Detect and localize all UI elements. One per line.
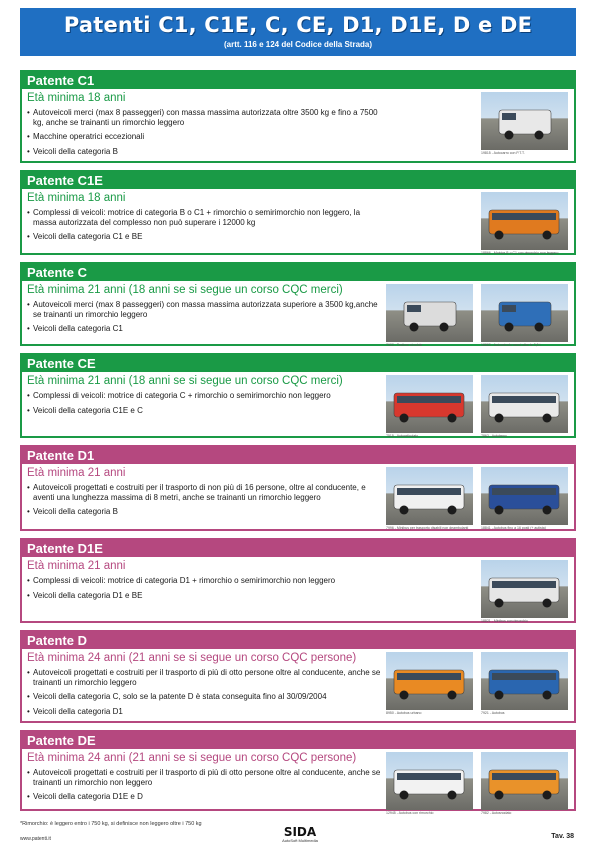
vehicle-photos	[386, 467, 568, 531]
section-d1e	[20, 538, 576, 623]
city-bus-image	[386, 652, 473, 710]
vehicle-list	[27, 300, 382, 334]
vehicle-silhouette	[481, 752, 568, 810]
minibus-trailer-image	[481, 560, 568, 618]
section-d1	[20, 445, 576, 531]
list-item	[27, 668, 382, 687]
list-item	[27, 208, 382, 227]
section-body	[22, 89, 574, 156]
logo-brand: SIDA	[283, 825, 317, 839]
list-item-text: Complessi di veicoli: motrice di categoria B o C1 + rimorchio o semirimorchio non leggero, la massa autorizzata del complesso non può superare i 12000 kg	[33, 208, 361, 227]
photo-caption: 7922 - Trattore stradale	[386, 343, 423, 347]
minimum-age: Età minima 21 anni	[27, 467, 126, 479]
section-title: Patente D1	[22, 447, 574, 464]
photo-caption: 18841 - Autobus fino a 16 posti (+ autista)	[481, 526, 546, 530]
minimum-age: Età minima 21 anni (18 anni se si segue un corso CQC merci)	[27, 375, 343, 387]
vehicle-silhouette	[481, 284, 568, 342]
list-item	[27, 576, 382, 586]
page-title: Patenti C1, C1E, C, CE, D1, D1E, D e DE	[63, 13, 533, 37]
minimum-age: Età minima 24 anni (21 anni se si segue un corso CQC persone)	[27, 652, 357, 664]
photo-caption: 18883 - Autoveicolo merci oltre le 3,5 t	[481, 343, 541, 347]
vehicle-list	[27, 576, 382, 600]
vehicle-silhouette	[386, 375, 473, 433]
vehicle-silhouette	[481, 92, 568, 150]
vehicle-photo	[386, 752, 473, 816]
footer-url: www.patenti.it	[20, 836, 51, 842]
list-item-text: Autoveicoli progettati e costruiti per il trasporto di più di otto persone oltre al conducente, anche se trainanti un rimorchio non leggero	[33, 768, 381, 787]
list-item-text: Complessi di veicoli: motrice di categoria C + rimorchio o semirimorchio non leggero	[33, 391, 331, 400]
vehicle-list	[27, 208, 382, 242]
vehicle-photo	[481, 284, 568, 348]
list-item-text: Autoveicoli progettati e costruiti per il trasporto di non più di 16 persone, oltre al conducente, e aventi una lunghezza massima di 8 metri, anche se trainanti un rimorchio leggero	[33, 483, 366, 502]
vehicle-photo	[481, 192, 568, 256]
photo-caption: 12945 - Autobus con rimorchio	[386, 811, 434, 815]
bus-trailer-image	[386, 752, 473, 810]
list-item	[27, 324, 382, 334]
section-body	[22, 749, 574, 815]
list-item-text: Autoveicoli merci (max 8 passeggeri) con massa massima autorizzata superiore a 3500 kg,anche se trainanti un rimorchio leggero	[33, 300, 378, 319]
vehicle-silhouette	[481, 467, 568, 525]
vehicle-photo	[481, 92, 568, 156]
page-header	[20, 8, 576, 56]
vehicle-silhouette	[481, 375, 568, 433]
section-body	[22, 372, 574, 438]
section-title: Patente CE	[22, 355, 574, 372]
photo-caption: 7996 - Minibus per trasporto disabili non deambulanti	[386, 526, 469, 530]
vehicle-photo	[386, 467, 473, 531]
vehicle-silhouette	[386, 467, 473, 525]
vehicle-photos	[386, 652, 568, 716]
list-item-text: Veicoli della categoria C1E e C	[33, 405, 143, 415]
section-title: Patente D	[22, 632, 574, 649]
photo-caption: 8950 - Autobus urbano	[386, 711, 422, 715]
vehicle-list	[27, 668, 382, 716]
list-item-text: Complessi di veicoli: motrice di categoria D1 + rimorchio o semirimorchio non leggero	[33, 576, 336, 585]
photo-caption: 7982 - Autosnodato	[481, 811, 512, 815]
list-item-text: Autoveicoli progettati e costruiti per il trasporto di più di otto persone oltre al conducente, anche se trainanti un rimorchio leggero	[33, 668, 381, 687]
truck-blue-image	[481, 284, 568, 342]
list-item	[27, 406, 382, 416]
license-sections	[20, 70, 576, 818]
list-item-text: Veicoli della categoria B	[33, 146, 118, 156]
section-c1	[20, 70, 576, 163]
list-item	[27, 483, 382, 502]
vehicle-silhouette	[481, 652, 568, 710]
vehicle-silhouette	[386, 652, 473, 710]
photo-caption: 7515 - Autoarticolato	[386, 434, 419, 438]
list-item	[27, 147, 382, 157]
section-ce	[20, 353, 576, 438]
list-item	[27, 391, 382, 401]
minimum-age: Età minima 18 anni	[27, 92, 126, 104]
vehicle-photo	[386, 652, 473, 716]
section-body	[22, 281, 574, 347]
photo-caption: 7921 - Autobus	[481, 711, 505, 715]
list-item	[27, 232, 382, 242]
minimum-age: Età minima 21 anni (18 anni se si segue un corso CQC merci)	[27, 284, 343, 296]
list-item	[27, 300, 382, 319]
list-item	[27, 108, 382, 127]
vehicle-photo	[481, 467, 568, 531]
list-item-text: Macchine operatrici eccezionali	[33, 132, 145, 141]
section-body	[22, 464, 574, 530]
list-item-text: Veicoli della categoria C1 e BE	[33, 232, 143, 241]
vehicle-photos	[386, 752, 568, 816]
minimum-age: Età minima 24 anni (21 anni se si segue un corso CQC persone)	[27, 752, 357, 764]
list-item-text: Veicoli della categoria B	[33, 507, 118, 516]
list-item	[27, 792, 382, 802]
articulated-truck-image	[386, 375, 473, 433]
van-trailer-image	[481, 192, 568, 250]
list-item	[27, 132, 382, 142]
vehicle-photos	[481, 192, 568, 256]
vehicle-list	[27, 391, 382, 415]
list-item-text: Veicoli della categoria D1 e BE	[33, 590, 143, 600]
list-item	[27, 591, 382, 601]
page-subtitle: (artt. 116 e 124 del Codice della Strada)	[223, 40, 373, 49]
sida-logo	[280, 826, 320, 843]
vehicle-photo	[481, 375, 568, 439]
vehicle-photo	[481, 652, 568, 716]
vehicle-photo	[386, 284, 473, 348]
logo-tagline: AutoSoft Multimedia	[282, 838, 318, 843]
vehicle-silhouette	[481, 560, 568, 618]
articulated-bus-image	[481, 752, 568, 810]
list-item-text: Veicoli della categoria C1	[33, 324, 123, 333]
section-c	[20, 262, 576, 346]
list-item-text: Veicoli della categoria D1E e D	[33, 792, 143, 801]
section-title: Patente DE	[22, 732, 574, 749]
section-d	[20, 630, 576, 723]
coach-blue-image	[481, 652, 568, 710]
minibus-white-image	[386, 467, 473, 525]
section-title: Patente C	[22, 264, 574, 281]
vehicle-photo	[386, 375, 473, 439]
list-item	[27, 507, 382, 517]
section-body	[22, 189, 574, 255]
vehicle-photos	[481, 92, 568, 156]
vehicle-photos	[386, 375, 568, 439]
vehicle-silhouette	[386, 284, 473, 342]
vehicle-photos	[481, 560, 568, 624]
list-item	[27, 707, 382, 717]
vehicle-photo	[481, 752, 568, 816]
truck-small-image	[481, 92, 568, 150]
section-body	[22, 557, 574, 623]
list-item-text: Veicoli della categoria D1	[33, 706, 123, 716]
photo-caption: 7862 - Autotreno	[481, 434, 507, 438]
footnote: *Rimorchio: è leggero entro i 750 kg, si definisce non leggero oltre i 750 kg	[20, 821, 202, 827]
photo-caption: 18821 - Minibus con rimorchio	[481, 619, 528, 623]
section-body	[22, 649, 574, 716]
vehicle-list	[27, 483, 382, 517]
photo-caption: 19815 - Autocarro con P.T.T.	[481, 151, 525, 155]
tractor-unit-image	[386, 284, 473, 342]
minimum-age: Età minima 21 anni	[27, 560, 126, 572]
section-c1e	[20, 170, 576, 255]
vehicle-silhouette	[481, 192, 568, 250]
section-title: Patente D1E	[22, 540, 574, 557]
page-number: Tav. 38	[551, 833, 574, 840]
list-item	[27, 692, 382, 702]
section-title: Patente C1	[22, 72, 574, 89]
list-item-text: Autoveicoli merci (max 8 passeggeri) con massa massima autorizzata oltre 3500 kg e fino a 7500 kg, anche se trainanti un rimorchio leggero	[33, 108, 378, 127]
section-title: Patente C1E	[22, 172, 574, 189]
vehicle-list	[27, 108, 382, 156]
list-item	[27, 768, 382, 787]
minibus-blue-image	[481, 467, 568, 525]
vehicle-photo	[481, 560, 568, 624]
section-de	[20, 730, 576, 815]
vehicle-list	[27, 768, 382, 802]
photo-caption: 18866 - Motrice B o C1 con rimorchio non leggero	[481, 251, 559, 255]
vehicle-photos	[386, 284, 568, 348]
list-item-text: Veicoli della categoria C, solo se la patente D è stata conseguita fino al 30/09/2004	[33, 692, 327, 701]
minimum-age: Età minima 18 anni	[27, 192, 126, 204]
vehicle-silhouette	[386, 752, 473, 810]
road-train-image	[481, 375, 568, 433]
